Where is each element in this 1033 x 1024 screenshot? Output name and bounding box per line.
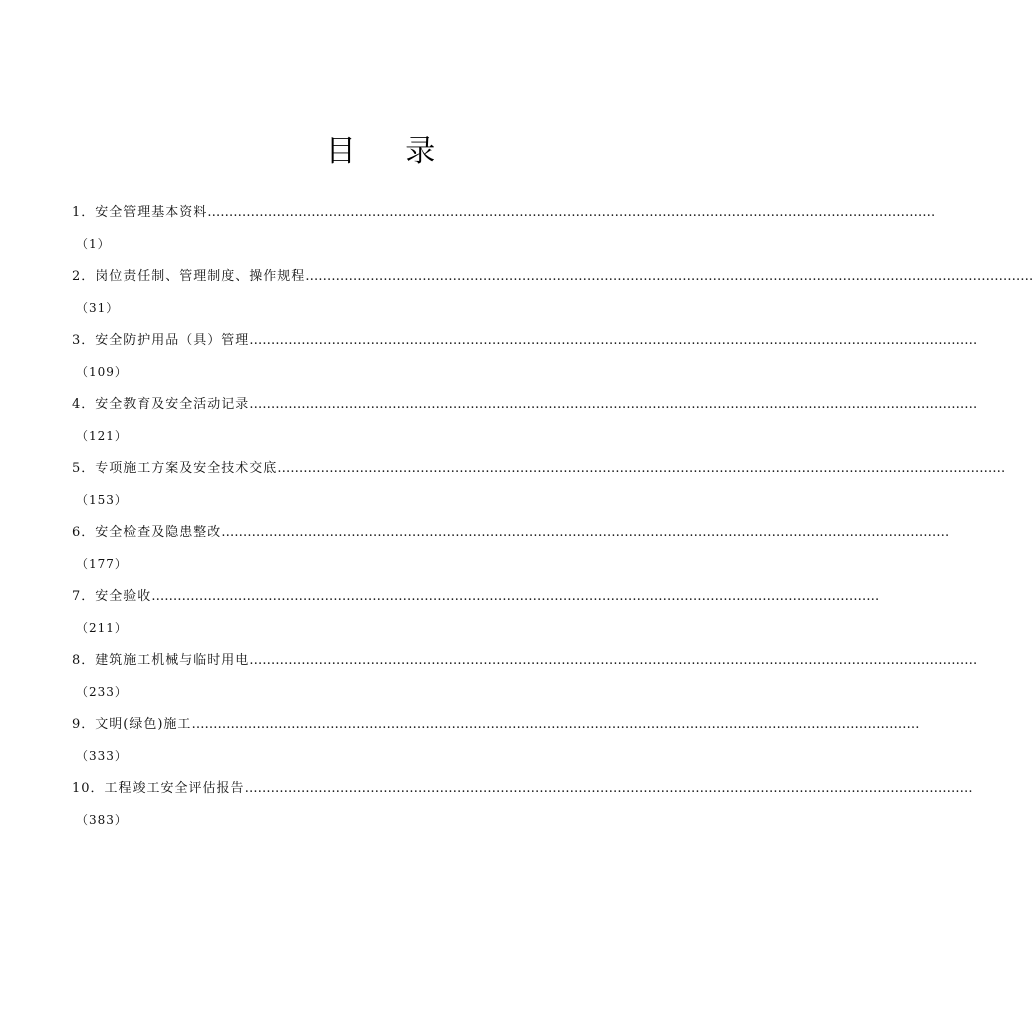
toc-dot-leader: …………………………………………………………………………………………………………………………………………………… (249, 653, 978, 668)
toc-entry-title: 岗位责任制、管理制度、操作规程 (95, 269, 306, 284)
toc-entry-title: 建筑施工机械与临时用电 (95, 653, 250, 668)
toc-entry-line (72, 652, 978, 670)
toc-entry (72, 196, 936, 260)
toc-entry-title: 安全检查及隐患整改 (95, 525, 222, 540)
toc-entry-page: （211） (76, 621, 128, 635)
toc-entry-line (72, 268, 1033, 286)
toc-entry-line (72, 396, 978, 414)
toc-entry (72, 580, 880, 644)
toc-entry-line (72, 588, 880, 606)
toc-entry-number: 3． (72, 333, 96, 348)
toc-entry (72, 388, 978, 452)
toc-entry-number: 1． (72, 205, 96, 220)
toc-entry-title: 安全教育及安全活动记录 (95, 397, 250, 412)
toc-dot-leader: …………………………………………………………………………………………………………………………………………………… (249, 333, 978, 348)
toc-entry-page: （383） (76, 813, 128, 827)
toc-entry-number: 2． (72, 269, 96, 284)
toc-entry-number: 4． (72, 397, 96, 412)
toc-entry (72, 772, 973, 836)
toc-entry-line (72, 460, 1006, 478)
toc-dot-leader: …………………………………………………………………………………………………………………………………………………… (221, 525, 950, 540)
toc-entry (72, 260, 1033, 324)
toc-entry-number: 6． (72, 525, 96, 540)
toc-entry-page: （121） (76, 429, 128, 443)
toc-entry-page: （177） (76, 557, 128, 571)
toc-dot-leader: …………………………………………………………………………………………………………………………………………………… (151, 589, 880, 604)
toc-entry-line (72, 204, 936, 222)
toc-entry-page: （233） (76, 685, 128, 699)
toc-dot-leader: …………………………………………………………………………………………………………………………………………………… (277, 461, 1006, 476)
toc-entry-title: 文明(绿色)施工 (95, 717, 192, 732)
toc-entry-title: 安全管理基本资料 (95, 205, 208, 220)
toc-entry-line (72, 780, 973, 798)
toc-entry (72, 516, 950, 580)
toc-dot-leader: …………………………………………………………………………………………………………………………………………………… (305, 269, 1033, 284)
toc-entry-line (72, 716, 920, 734)
table-of-contents (72, 196, 1033, 836)
toc-entry (72, 452, 1006, 516)
toc-entry-title: 工程竣工安全评估报告 (104, 781, 245, 796)
toc-entry-page: （31） (76, 301, 120, 315)
toc-entry-page: （1） (76, 237, 111, 251)
toc-entry-number: 9． (72, 717, 96, 732)
toc-dot-leader: …………………………………………………………………………………………………………………………………………………… (207, 205, 936, 220)
toc-dot-leader: …………………………………………………………………………………………………………………………………………………… (191, 717, 920, 732)
toc-entry-line (72, 332, 978, 350)
toc-entry-line (72, 524, 950, 542)
toc-dot-leader: …………………………………………………………………………………………………………………………………………………… (244, 781, 973, 796)
toc-entry-title: 安全验收 (95, 589, 152, 604)
toc-entry-number: 7． (72, 589, 96, 604)
toc-entry-page: （153） (76, 493, 128, 507)
toc-entry (72, 644, 978, 708)
toc-entry-number: 10． (72, 781, 105, 796)
toc-entry-number: 8． (72, 653, 96, 668)
toc-entry-title: 专项施工方案及安全技术交底 (95, 461, 278, 476)
toc-entry (72, 708, 920, 772)
toc-entry-page: （333） (76, 749, 128, 763)
toc-entry-number: 5． (72, 461, 96, 476)
toc-dot-leader: …………………………………………………………………………………………………………………………………………………… (249, 397, 978, 412)
toc-entry (72, 324, 978, 388)
toc-entry-page: （109） (76, 365, 128, 379)
toc-entry-title: 安全防护用品（具）管理 (95, 333, 250, 348)
page-title: 目 录 (325, 134, 456, 169)
